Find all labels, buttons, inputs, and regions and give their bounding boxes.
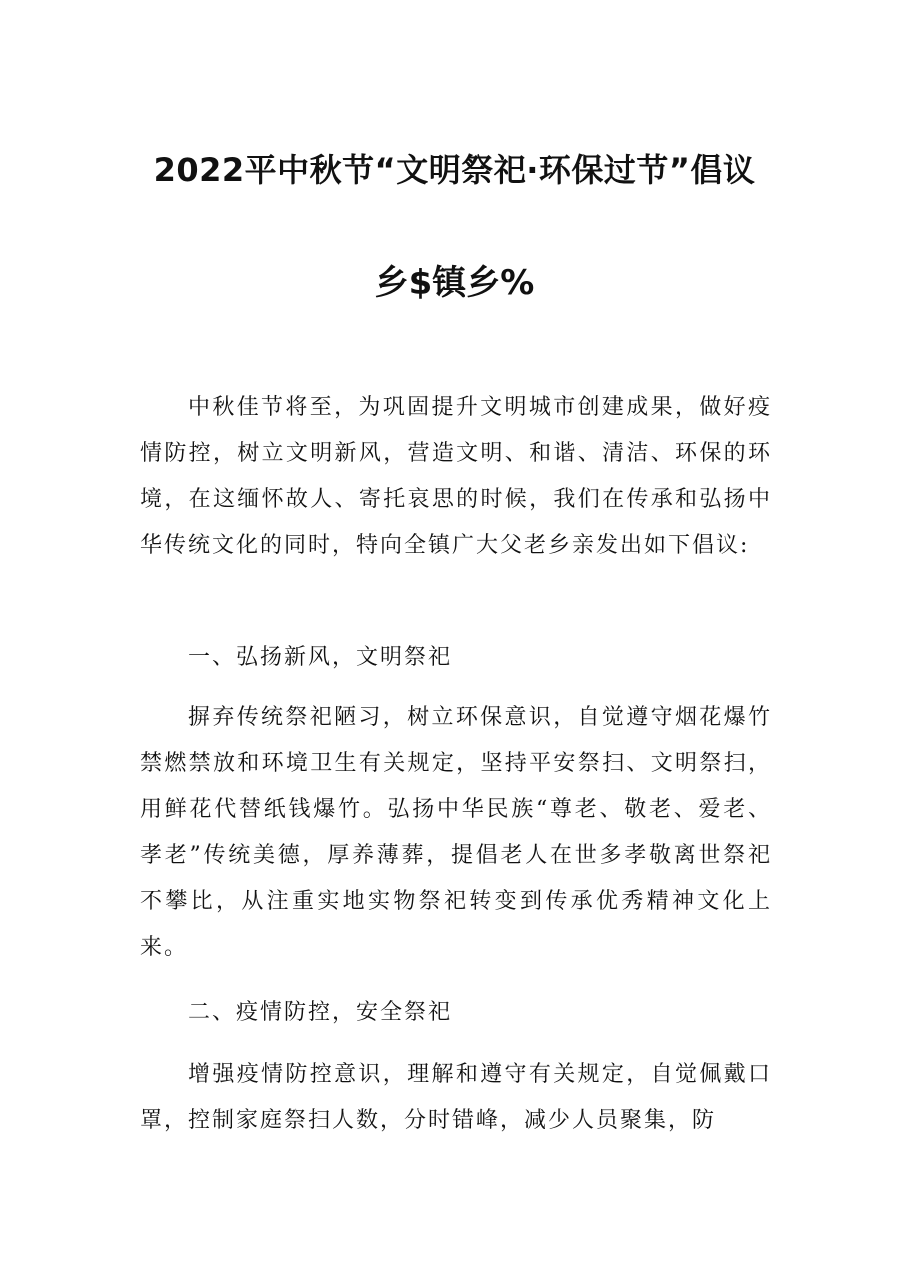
section-heading-2: 二、疫情防控，安全祭祀 bbox=[188, 1000, 453, 1025]
section-heading-1: 一、弘扬新风，文明祭祀 bbox=[188, 645, 453, 670]
document-title: 2022平中秋节“文明祭祀·环保过节”倡议 bbox=[153, 151, 756, 189]
section-paragraph-2: 增强疫情防控意识，理解和遵守有关规定，自觉佩戴口罩，控制家庭祭扫人数，分时错峰，减少人员聚集，防 bbox=[140, 1062, 772, 1133]
section-paragraph-1: 摒弃传统祭祀陋习，树立环保意识，自觉遵守烟花爆竹禁燃禁放和环境卫生有关规定，坚持平安祭扫、文明祭扫，用鲜花代替纸钱爆竹。弘扬中华民族“尊老、敬老、爱老、孝老”传统美德，厚养薄葬，提倡老人在世多孝敬离世祭祀不攀比，从注重实地实物祭祀转变到传承优秀精神文化上来。 bbox=[140, 705, 772, 960]
document-subtitle: 乡$镇乡% bbox=[374, 263, 535, 303]
intro-paragraph: 中秋佳节将至，为巩固提升文明城市创建成果，做好疫情防控，树立文明新风，营造文明、和谐、清洁、环保的环境，在这缅怀故人、寄托哀思的时候，我们在传承和弘扬中华传统文化的同时，特向全镇广大父老乡亲发出如下倡议: bbox=[140, 395, 772, 558]
